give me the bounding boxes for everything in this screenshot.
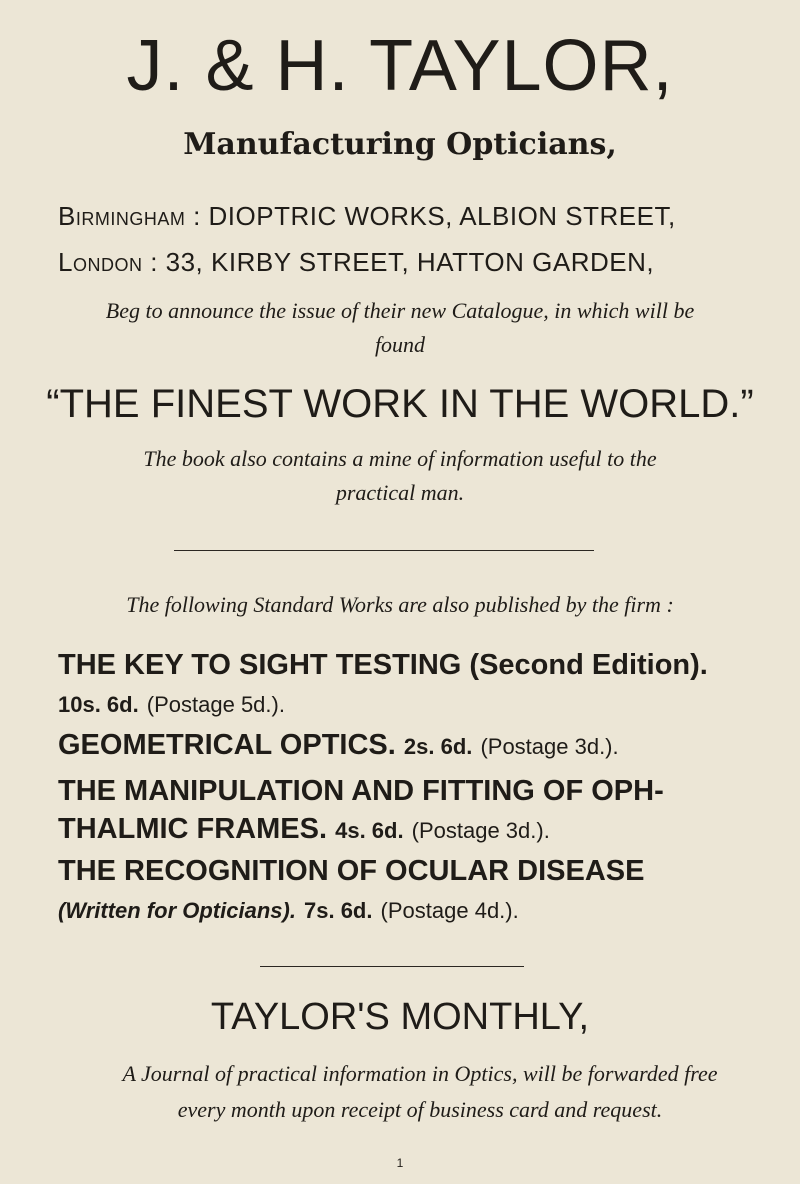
- work-geometrical-optics: [58, 726, 778, 766]
- work-manipulation-fitting: [58, 772, 778, 850]
- work-postage: (Postage 4d.).: [380, 898, 519, 923]
- book-description-line-2: practical man.: [335, 480, 465, 505]
- address-city: Birmingham: [58, 201, 186, 231]
- address-separator: :: [185, 201, 209, 231]
- headline: “THE FINEST WORK IN THE WORLD.”: [46, 382, 754, 426]
- work-price: 7s. 6d.: [304, 898, 373, 923]
- address-text: 33, KIRBY STREET, HATTON GARDEN,: [165, 247, 655, 277]
- address-separator: :: [142, 247, 166, 277]
- work-title: THE MANIPULATION AND FITTING OF OPH-: [58, 775, 664, 807]
- page-subtitle: Manufacturing Opticians,: [183, 127, 617, 162]
- work-postage: (Postage 3d.).: [480, 734, 619, 759]
- monthly-title: TAYLOR'S MONTHLY,: [210, 996, 590, 1038]
- work-key-to-sight-testing: [58, 646, 778, 724]
- monthly-description-line-1: A Journal of practical information in Optics, will be forwarded free: [122, 1061, 718, 1086]
- work-price: 2s. 6d.: [403, 734, 473, 759]
- work-recognition-ocular-disease: [58, 852, 778, 930]
- monthly-description: [100, 1056, 740, 1128]
- announcement-line-2: found: [374, 332, 426, 357]
- work-title: GEOMETRICAL OPTICS.: [58, 729, 396, 761]
- work-title: THE KEY TO SIGHT TESTING (Second Edition).: [58, 649, 708, 681]
- page-title: J. & H. TAYLOR,: [126, 26, 674, 106]
- announcement: [100, 294, 700, 362]
- divider: [174, 550, 594, 551]
- work-subtitle: (Written for Opticians).: [58, 898, 296, 923]
- address-text: DIOPTRIC WORKS, ALBION STREET,: [208, 201, 676, 231]
- works-intro: The following Standard Works are also published by the firm :: [126, 592, 674, 617]
- page-number: 1: [396, 1156, 404, 1170]
- work-price: 10s. 6d.: [58, 692, 139, 717]
- book-description-line-1: The book also contains a mine of information useful to the: [143, 446, 657, 471]
- work-title-continued: THALMIC FRAMES.: [58, 813, 328, 845]
- address-london: [58, 246, 654, 278]
- monthly-description-line-2: every month upon receipt of business card and request.: [177, 1097, 663, 1122]
- address-city: London: [58, 247, 143, 277]
- book-description: [100, 442, 700, 510]
- address-birmingham: [58, 200, 676, 232]
- work-postage: (Postage 3d.).: [411, 818, 550, 843]
- announcement-line-1: Beg to announce the issue of their new Catalogue, in which will be: [105, 298, 695, 323]
- divider: [260, 966, 524, 967]
- work-title: THE RECOGNITION OF OCULAR DISEASE: [58, 855, 645, 887]
- work-price: 4s. 6d.: [335, 818, 404, 843]
- work-postage: (Postage 5d.).: [146, 692, 285, 717]
